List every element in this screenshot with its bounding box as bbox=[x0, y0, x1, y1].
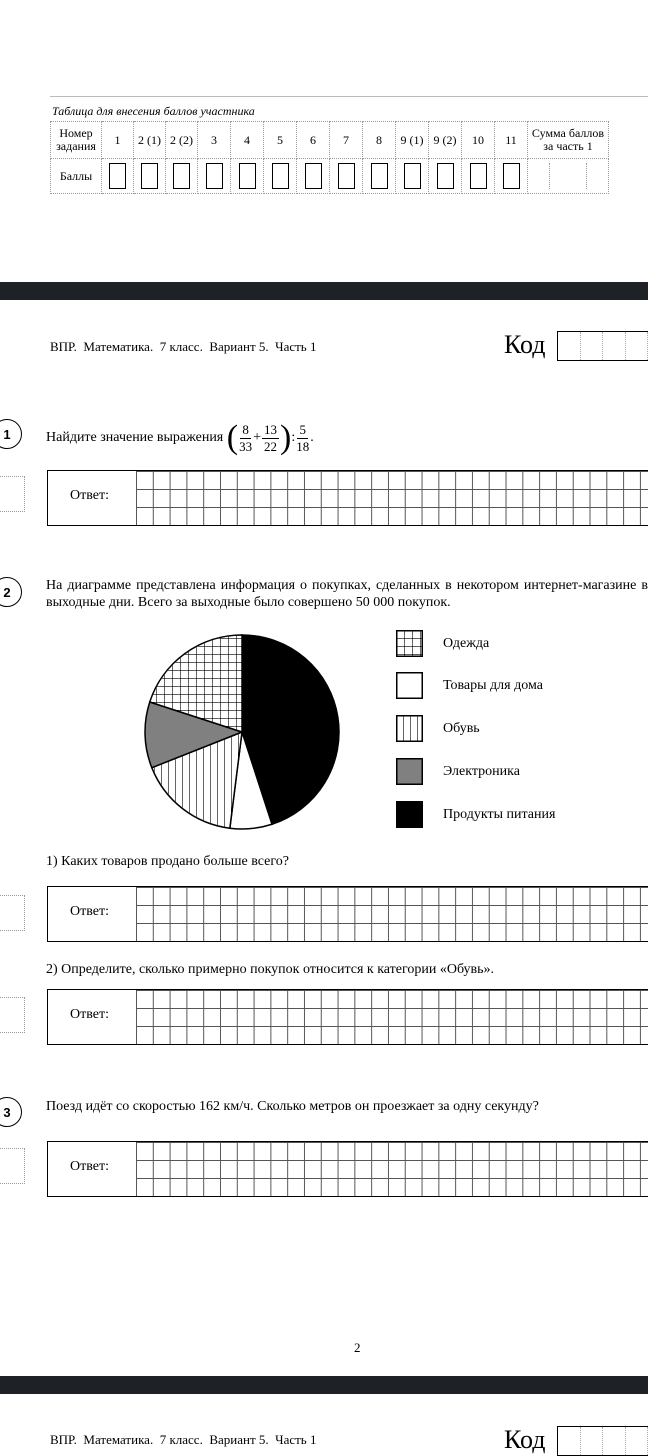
page-number: 2 bbox=[354, 1340, 361, 1355]
score-side-box bbox=[0, 895, 25, 931]
legend-item-obuv bbox=[396, 715, 480, 742]
task-col: 9 (1) bbox=[396, 122, 429, 159]
answer-box-3[interactable] bbox=[47, 1141, 648, 1197]
legend-item-elektronika bbox=[396, 758, 520, 785]
next-kod-input[interactable] bbox=[557, 1426, 648, 1456]
kod-input[interactable] bbox=[557, 331, 648, 361]
score-cell[interactable] bbox=[495, 159, 528, 194]
answer-label: Ответ: bbox=[70, 904, 109, 919]
task2-question-1: 1) Каких товаров продано больше всего? bbox=[46, 854, 289, 869]
legend-swatch-gray bbox=[396, 758, 423, 785]
score-side-box bbox=[0, 997, 25, 1033]
task-col: 2 (1) bbox=[134, 122, 166, 159]
score-side-box bbox=[0, 1148, 25, 1184]
next-page-header: ВПР. Математика. 7 класс. Вариант 5. Часть 1 bbox=[50, 1432, 317, 1447]
legend-label: Электроника bbox=[443, 763, 520, 779]
legend-label: Товары для дома bbox=[443, 677, 543, 693]
task2-text: На диаграмме представлена информация о покупках, сделанных в некотором интернет-магазине в выходные дни. Всего за выходные было совершено 50 000 покупок. bbox=[46, 578, 648, 610]
answer-grid[interactable] bbox=[136, 471, 648, 525]
score-cell[interactable] bbox=[429, 159, 462, 194]
legend-label: Обувь bbox=[443, 720, 480, 736]
page-separator bbox=[0, 1376, 648, 1394]
answer-box-2-2[interactable] bbox=[47, 989, 648, 1045]
task-number-label: Номер задания bbox=[51, 122, 102, 159]
task-col: 3 bbox=[198, 122, 231, 159]
score-cell[interactable] bbox=[231, 159, 264, 194]
task-col: 6 bbox=[297, 122, 330, 159]
score-cell[interactable] bbox=[363, 159, 396, 194]
task-col: 9 (2) bbox=[429, 122, 462, 159]
next-kod-label: Код bbox=[504, 1425, 546, 1454]
answer-grid[interactable] bbox=[136, 887, 648, 941]
score-cell[interactable] bbox=[264, 159, 297, 194]
task-col: 8 bbox=[363, 122, 396, 159]
answer-grid[interactable] bbox=[136, 1142, 648, 1196]
kod-label: Код bbox=[504, 330, 546, 359]
task-col: 1 bbox=[102, 122, 134, 159]
score-label: Баллы bbox=[51, 159, 102, 194]
answer-label: Ответ: bbox=[70, 1159, 109, 1174]
score-cell[interactable] bbox=[166, 159, 198, 194]
answer-grid[interactable] bbox=[136, 990, 648, 1044]
score-cell[interactable] bbox=[134, 159, 166, 194]
score-table-caption: Таблица для внесения баллов участника bbox=[52, 104, 255, 118]
task3-text: Поезд идёт со скоростью 162 км/ч. Сколько метров он проезжает за одну секунду? bbox=[46, 1099, 539, 1114]
task-col: 2 (2) bbox=[166, 122, 198, 159]
pie-chart bbox=[140, 630, 344, 834]
task-col: 4 bbox=[231, 122, 264, 159]
page-header: ВПР. Математика. 7 класс. Вариант 5. Часть 1 bbox=[50, 339, 317, 354]
task-number-3: 3 bbox=[0, 1097, 22, 1127]
task1-text: Найдите значение выражения ( $\frac{8}{33}$ + $\frac{13}{22}$ ): $\frac{5}{18}$ . bbox=[46, 419, 314, 456]
answer-box-1[interactable] bbox=[47, 470, 648, 526]
sum-cell[interactable] bbox=[528, 159, 609, 194]
score-cell[interactable] bbox=[297, 159, 330, 194]
task-col: 7 bbox=[330, 122, 363, 159]
legend-item-odezhda bbox=[396, 630, 489, 657]
legend-swatch-white bbox=[396, 672, 423, 699]
sum-label: Сумма баллов за часть 1 bbox=[528, 122, 609, 159]
task-col: 10 bbox=[462, 122, 495, 159]
score-cell[interactable] bbox=[462, 159, 495, 194]
legend-item-produkty bbox=[396, 801, 555, 828]
task1-prompt: Найдите значение выражения bbox=[46, 430, 224, 446]
score-side-box bbox=[0, 476, 25, 512]
legend-label: Продукты питания bbox=[443, 806, 556, 822]
task-col: 11 bbox=[495, 122, 528, 159]
legend-item-tovary bbox=[396, 672, 543, 699]
task-number-2: 2 bbox=[0, 577, 22, 607]
score-cell[interactable] bbox=[396, 159, 429, 194]
score-cell[interactable] bbox=[102, 159, 134, 194]
score-cell[interactable] bbox=[330, 159, 363, 194]
top-rule bbox=[50, 96, 648, 97]
task-number-1: 1 bbox=[0, 419, 22, 449]
answer-label: Ответ: bbox=[70, 488, 109, 503]
fraction-3: $\frac{5}{18}$ bbox=[296, 421, 310, 454]
legend-swatch-black bbox=[396, 801, 423, 828]
legend-label: Одежда bbox=[443, 635, 490, 651]
legend-swatch-stripes bbox=[396, 715, 423, 742]
score-cell[interactable] bbox=[198, 159, 231, 194]
answer-box-2-1[interactable] bbox=[47, 886, 648, 942]
legend-swatch-grid bbox=[396, 630, 423, 657]
task2-question-2: 2) Определите, сколько примерно покупок относится к категории «Обувь». bbox=[46, 962, 495, 977]
score-table bbox=[50, 121, 609, 194]
fraction-1: $\frac{8}{33}$ bbox=[239, 421, 253, 454]
fraction-2: $\frac{13}{22}$ bbox=[263, 421, 277, 454]
page-separator bbox=[0, 282, 648, 300]
answer-label: Ответ: bbox=[70, 1007, 109, 1022]
task-col: 5 bbox=[264, 122, 297, 159]
